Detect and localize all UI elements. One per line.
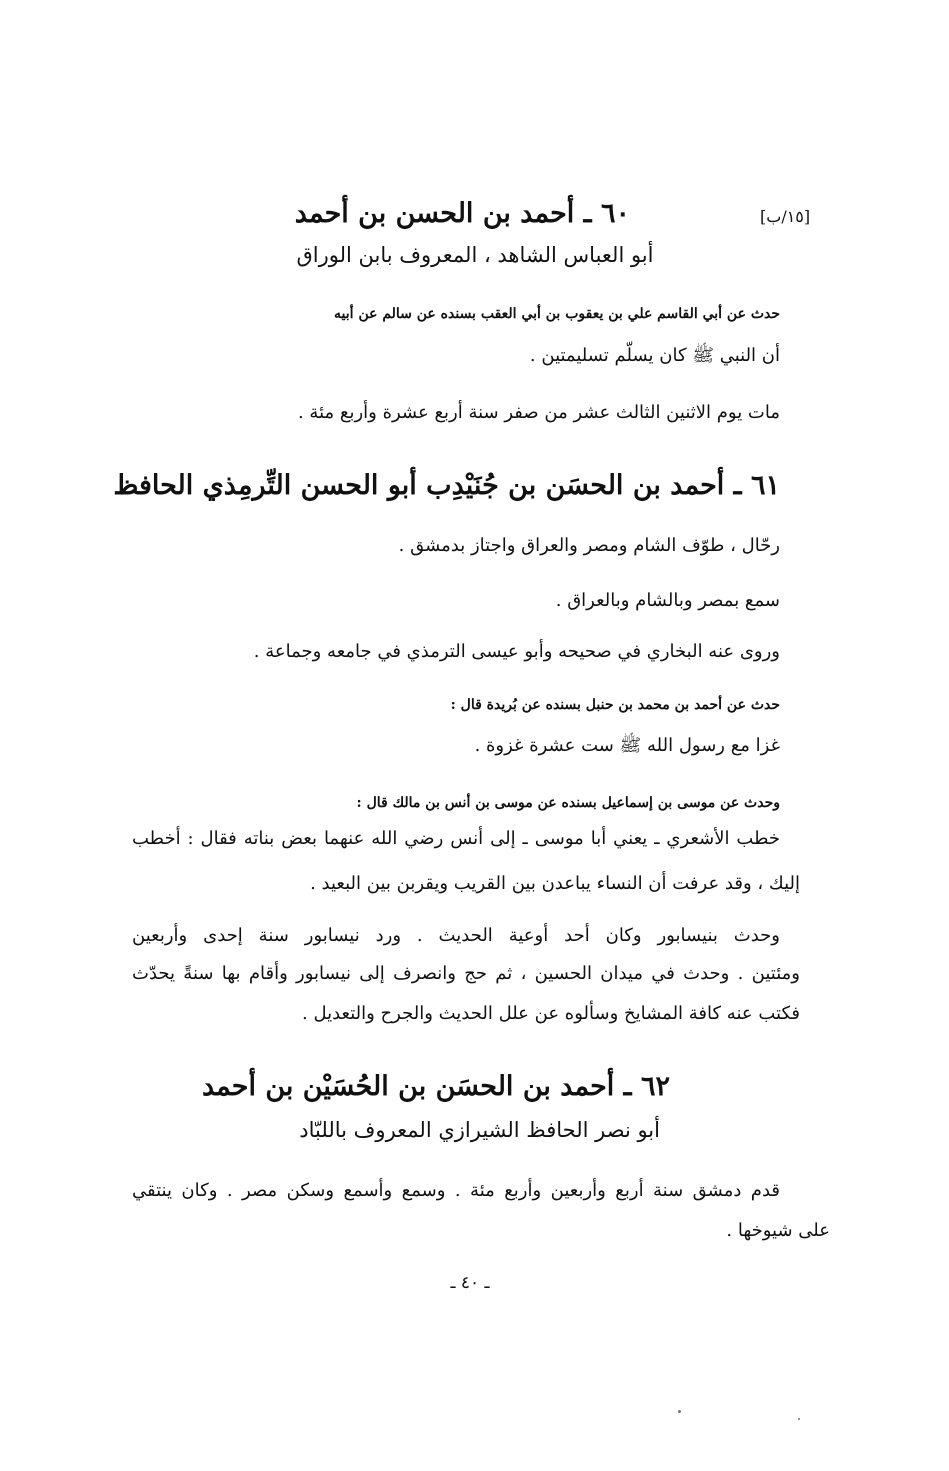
- scan-speck: [678, 1410, 681, 1413]
- entry-61-paragraph-line-2: ومئتين . وحدث في ميدان الحسين ، ثم حج وانصرف إلى نيسابور وأقام بها سنةً يحدّث: [132, 963, 800, 984]
- entry-60-death: مات يوم الاثنين الثالث عشر من صفر سنة أربع عشرة وأربع مئة .: [297, 402, 780, 423]
- entry-61-paragraph-line-1: وحدث بنيسابور وكان أحد أوعية الحديث . ورد نيسابور سنة إحدى وأربعين: [132, 925, 780, 946]
- entry-61-narration-2-line-2: إليك ، وقد عرفت أن النساء يباعدن بين القريب ويقربن بين البعيد .: [310, 873, 800, 894]
- page-number: ـ ٤٠ ـ: [450, 1273, 490, 1293]
- entry-60-subtitle: أبو العباس الشاهد ، المعروف بابن الوراق: [296, 243, 654, 267]
- entry-61-narration-1-text: غزا مع رسول الله ﷺ ست عشرة غزوة .: [474, 735, 780, 756]
- entry-62-line-2: على شيوخها .: [726, 1220, 830, 1241]
- entry-61-narration-2-intro: وحدث عن موسى بن إسماعيل بسنده عن موسى بن أنس بن مالك قال :: [356, 795, 780, 811]
- entry-61-line-3: وروى عنه البخاري في صحيحه وأبو عيسى الترمذي في جامعه وجماعة .: [253, 641, 780, 662]
- folio-marker: [١٥/ب]: [760, 207, 811, 226]
- entry-60-narration-intro: حدث عن أبي القاسم علي بن يعقوب بن أبي العقب بسنده عن سالم عن أبيه: [334, 306, 780, 322]
- entry-61-line-1: رحّال ، طوّف الشام ومصر والعراق واجتاز بدمشق .: [398, 535, 780, 556]
- entry-61-narration-2-line-1: خطب الأشعري ـ يعني أبا موسى ـ إلى أنس رضي الله عنهما بعض بناته فقال : أخطب: [132, 828, 780, 849]
- entry-62-line-1: قدم دمشق سنة أربع وأربعين وأربع مئة . وسمع وأسمع وسكن مصر . وكان ينتقي: [132, 1180, 780, 1201]
- entry-62-subtitle: أبو نصر الحافظ الشيرازي المعروف باللبّاد: [299, 1118, 660, 1142]
- entry-60-hadith: أن النبي ﷺ كان يسلّم تسليمتين .: [529, 345, 780, 366]
- entry-61-narration-1-intro: حدث عن أحمد بن محمد بن حنبل بسنده عن بُريدة قال :: [450, 697, 780, 713]
- entry-62-heading: ٦٢ ـ أحمد بن الحسَن بن الحُسَيْن بن أحمد: [201, 1071, 670, 1102]
- entry-61-paragraph-line-3: فكتب عنه كافة المشايخ وسألوه عن علل الحديث والجرح والتعديل .: [302, 1003, 800, 1024]
- entry-61-line-2: سمع بمصر وبالشام وبالعراق .: [555, 590, 780, 611]
- entry-61-heading: ٦١ ـ أحمد بن الحسَن بن جُنَيْدِب أبو الحسن التِّرمِذي الحافظ: [113, 470, 780, 501]
- scan-speck: [798, 1418, 800, 1420]
- entry-60-heading: ٦٠ ـ أحمد بن الحسن بن أحمد: [294, 198, 630, 229]
